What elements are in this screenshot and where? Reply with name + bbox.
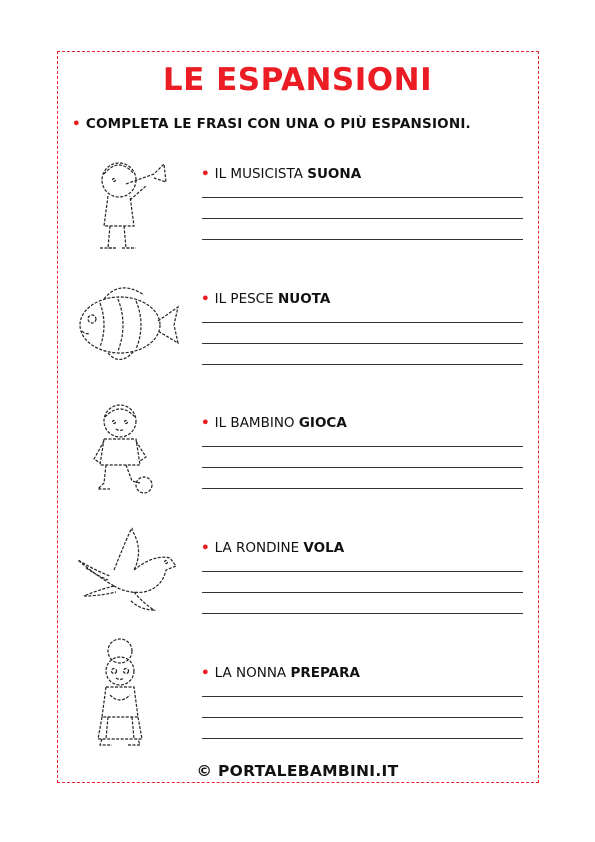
sentence-verb: SUONA: [307, 166, 362, 182]
answer-line[interactable]: [202, 467, 523, 468]
sentence-5: [201, 665, 360, 681]
grandmother-icon: [74, 655, 184, 765]
exercise-4: [0, 540, 595, 650]
bullet-dot: •: [201, 415, 210, 431]
answer-line[interactable]: [202, 218, 523, 219]
sentence-4: [201, 540, 344, 556]
sentence-subject: LA NONNA: [214, 665, 287, 681]
sentence-2: [201, 291, 330, 307]
bullet-dot: •: [201, 540, 210, 556]
exercise-2: [0, 291, 595, 401]
football-boy-icon: [74, 405, 184, 515]
sentence-subject: IL PESCE: [214, 291, 274, 307]
sentence-verb: NUOTA: [277, 291, 331, 307]
fish-icon: [74, 281, 184, 391]
bullet-dot: •: [201, 665, 210, 681]
answer-line[interactable]: [202, 592, 523, 593]
instruction: [72, 116, 471, 132]
answer-line[interactable]: [202, 738, 523, 739]
swallow-icon: [74, 530, 184, 640]
answer-line[interactable]: [202, 613, 523, 614]
footer-credit: © PORTALEBAMBINI.IT: [196, 762, 399, 780]
answer-line[interactable]: [202, 696, 523, 697]
answer-line[interactable]: [202, 239, 523, 240]
answer-line[interactable]: [202, 446, 523, 447]
trumpet-player-icon: [74, 156, 184, 266]
sentence-verb: PREPARA: [290, 665, 360, 681]
exercise-5: [0, 665, 595, 775]
answer-line[interactable]: [202, 717, 523, 718]
sentence-subject: LA RONDINE: [214, 540, 300, 556]
bullet-dot: •: [201, 291, 210, 307]
answer-line[interactable]: [202, 488, 523, 489]
bullet-dot: •: [72, 116, 81, 132]
sentence-subject: IL BAMBINO: [214, 415, 295, 431]
answer-line[interactable]: [202, 364, 523, 365]
sentence-verb: VOLA: [303, 540, 345, 556]
sentence-subject: IL MUSICISTA: [214, 166, 303, 182]
exercise-1: [0, 166, 595, 276]
sentence-3: [201, 415, 347, 431]
answer-line[interactable]: [202, 343, 523, 344]
bullet-dot: •: [201, 166, 210, 182]
answer-line[interactable]: [202, 571, 523, 572]
sentence-1: [201, 166, 361, 182]
exercise-3: [0, 415, 595, 525]
sentence-verb: GIOCA: [298, 415, 347, 431]
answer-line[interactable]: [202, 322, 523, 323]
answer-line[interactable]: [202, 197, 523, 198]
page-title: LE ESPANSIONI: [162, 62, 433, 98]
instruction-text: COMPLETA LE FRASI CON UNA O PIÙ ESPANSIONI.: [85, 116, 471, 132]
